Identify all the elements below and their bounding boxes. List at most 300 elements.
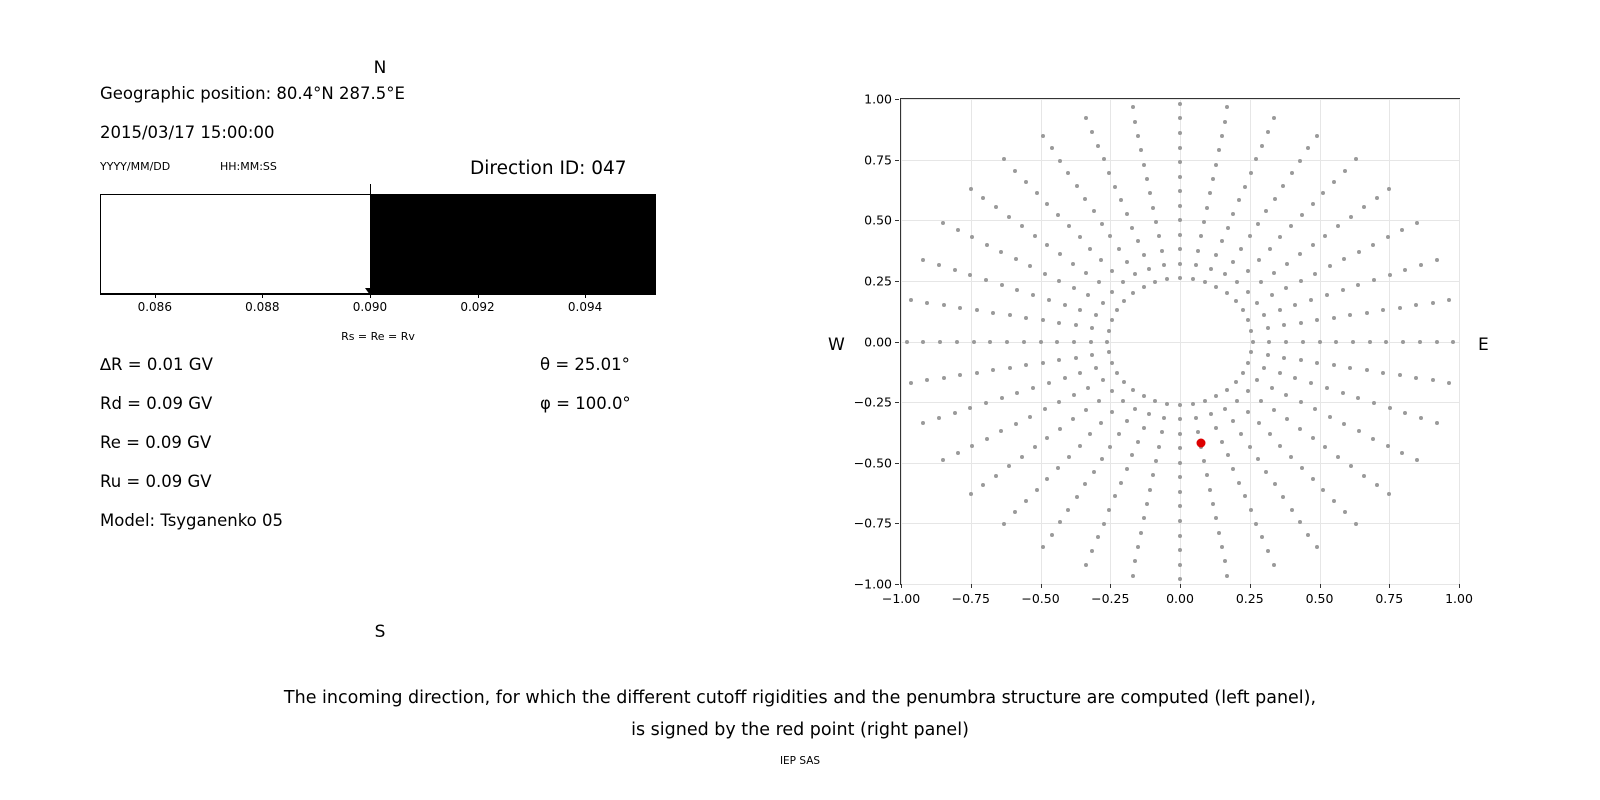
direction-point	[941, 221, 945, 225]
direction-point	[1248, 234, 1252, 238]
caption-line-1: The incoming direction, for which the different cutoff rigidities and the penumbra structure are computed (left panel),	[283, 688, 1317, 708]
direction-point	[1336, 455, 1340, 459]
direction-point	[1122, 380, 1126, 384]
rs-marker-line	[370, 184, 371, 294]
direction-point	[969, 187, 973, 191]
direction-point	[1362, 205, 1366, 209]
direction-point	[1050, 146, 1054, 150]
direction-point	[1209, 267, 1213, 271]
direction-point	[1055, 340, 1059, 344]
direction-point	[1281, 184, 1285, 188]
x-tickmark	[1110, 584, 1111, 588]
direction-point	[1078, 308, 1082, 312]
direction-point	[1336, 224, 1340, 228]
direction-point	[1145, 177, 1149, 181]
direction-point	[1211, 177, 1215, 181]
direction-point	[1284, 286, 1288, 290]
direction-point	[1178, 175, 1182, 179]
direction-point	[1299, 358, 1303, 362]
direction-point	[1075, 495, 1079, 499]
direction-point	[1133, 120, 1137, 124]
direction-point	[1255, 301, 1259, 305]
direction-point	[1235, 280, 1239, 284]
direction-point	[1094, 366, 1098, 370]
direction-point	[1014, 257, 1018, 261]
direction-point	[1231, 212, 1235, 216]
direction-point	[968, 406, 972, 410]
direction-point	[1084, 116, 1088, 120]
direction-point	[1013, 510, 1017, 514]
direction-point	[1368, 340, 1372, 344]
x-tickmark	[971, 584, 972, 588]
direction-point	[1246, 269, 1250, 273]
direction-point	[1311, 202, 1315, 206]
direction-point	[1414, 303, 1418, 307]
direction-point	[1178, 146, 1182, 150]
direction-point	[1002, 157, 1006, 161]
direction-point	[985, 243, 989, 247]
direction-point	[1024, 363, 1028, 367]
direction-point	[1246, 318, 1250, 322]
direction-point	[970, 235, 974, 239]
direction-point	[1254, 157, 1258, 161]
direction-point	[1400, 451, 1404, 455]
direction-point	[1387, 187, 1391, 191]
direction-point	[1148, 191, 1152, 195]
date-format-label: YYYY/MM/DD	[100, 160, 171, 173]
direction-point	[1301, 340, 1305, 344]
direction-point	[1435, 340, 1439, 344]
x-axis-tick-label: 0.00	[1166, 591, 1194, 606]
direction-point	[981, 483, 985, 487]
x-tickmark	[1320, 584, 1321, 588]
direction-point	[1418, 340, 1422, 344]
direction-point	[1315, 361, 1319, 365]
direction-point	[1153, 399, 1157, 403]
direction-point	[1142, 253, 1146, 257]
direction-point	[1100, 457, 1104, 461]
direction-point	[905, 340, 909, 344]
direction-point	[1147, 412, 1151, 416]
direction-point	[1214, 516, 1218, 520]
direction-point	[1387, 492, 1391, 496]
direction-point	[1178, 461, 1182, 465]
direction-point	[1107, 329, 1111, 333]
direction-point	[1278, 308, 1282, 312]
direction-point	[1088, 247, 1092, 251]
time-format-label: HH:MM:SS	[220, 160, 277, 173]
penumbra-segment-forbidden	[370, 195, 655, 293]
direction-point	[1257, 421, 1261, 425]
direction-point	[1262, 366, 1266, 370]
direction-point	[1007, 215, 1011, 219]
direction-point	[994, 474, 998, 478]
direction-point	[925, 301, 929, 305]
direction-point	[972, 340, 976, 344]
direction-point	[1243, 185, 1247, 189]
direction-point	[1246, 361, 1250, 365]
direction-point	[1178, 233, 1182, 237]
direction-point	[1084, 563, 1088, 567]
direction-point	[1332, 363, 1336, 367]
direction-point	[1057, 279, 1061, 283]
direction-point	[921, 340, 925, 344]
direction-point	[1196, 249, 1200, 253]
direction-point	[956, 451, 960, 455]
direction-point	[1401, 340, 1405, 344]
penumbra-tick-label: 0.088	[245, 300, 280, 314]
direction-point	[1403, 268, 1407, 272]
direction-point	[1136, 134, 1140, 138]
penumbra-tick-label: 0.090	[352, 300, 388, 314]
direction-point	[1205, 473, 1209, 477]
direction-point	[1248, 445, 1252, 449]
direction-point	[1318, 340, 1322, 344]
y-tickmark	[895, 523, 899, 524]
direction-point	[1072, 340, 1076, 344]
direction-point	[1110, 361, 1114, 365]
direction-point	[1067, 224, 1071, 228]
x-axis-tick-label: −1.00	[881, 591, 921, 606]
direction-point	[1386, 444, 1390, 448]
direction-point	[1092, 209, 1096, 213]
direction-point	[1178, 534, 1182, 538]
direction-point	[1020, 224, 1024, 228]
direction-point	[1160, 249, 1164, 253]
direction-point	[1256, 222, 1260, 226]
direction-point	[1056, 466, 1060, 470]
direction-point	[1203, 280, 1207, 284]
gridline-horizontal	[901, 523, 1459, 524]
direction-point	[1153, 280, 1157, 284]
direction-point	[1142, 163, 1146, 167]
direction-point	[1058, 159, 1062, 163]
direction-point	[1282, 323, 1286, 327]
direction-point	[1151, 473, 1155, 477]
direction-point	[1251, 340, 1255, 344]
direction-point	[1214, 163, 1218, 167]
direction-point	[1220, 239, 1224, 243]
y-axis-tick-label: −0.75	[853, 515, 892, 531]
x-axis-tick-label: 0.75	[1375, 591, 1404, 606]
direction-point	[1041, 134, 1045, 138]
direction-point	[1270, 293, 1274, 297]
direction-point	[1241, 371, 1245, 375]
direction-point	[1125, 260, 1129, 264]
direction-point	[1131, 105, 1135, 109]
direction-point	[1298, 252, 1302, 256]
direction-point	[1403, 411, 1407, 415]
direction-point	[1014, 422, 1018, 426]
direction-point	[1435, 421, 1439, 425]
direction-point	[1249, 508, 1253, 512]
direction-point	[1133, 407, 1137, 411]
direction-point	[1178, 577, 1182, 581]
direction-point	[1234, 380, 1238, 384]
direction-point	[956, 228, 960, 232]
direction-point	[1225, 291, 1229, 295]
direction-point	[1202, 459, 1206, 463]
direction-point	[1257, 258, 1261, 262]
direction-point	[1199, 234, 1203, 238]
direction-point	[1119, 481, 1123, 485]
direction-point	[1365, 368, 1369, 372]
direction-point	[1332, 499, 1336, 503]
direction-point	[1045, 243, 1049, 247]
direction-point	[1299, 400, 1303, 404]
direction-point	[1272, 116, 1276, 120]
direction-point	[1078, 371, 1082, 375]
direction-point	[1214, 394, 1218, 398]
direction-point	[1202, 220, 1206, 224]
direction-point	[1268, 432, 1272, 436]
direction-point	[1139, 531, 1143, 535]
direction-point	[1266, 549, 1270, 553]
direction-point	[1066, 171, 1070, 175]
direction-point	[1357, 250, 1361, 254]
direction-point	[1451, 340, 1455, 344]
direction-point	[1293, 303, 1297, 307]
direction-point	[1243, 494, 1247, 498]
gridline-horizontal	[901, 342, 1459, 343]
direction-point	[1225, 574, 1229, 578]
direction-point	[1431, 378, 1435, 382]
direction-point	[1072, 286, 1076, 290]
direction-point	[1447, 381, 1451, 385]
direction-point	[1260, 144, 1264, 148]
direction-point	[1178, 490, 1182, 494]
direction-point	[1151, 206, 1155, 210]
direction-point	[1194, 263, 1198, 267]
direction-point	[1178, 504, 1182, 508]
direction-point	[1110, 410, 1114, 414]
sky-map-plot	[900, 98, 1460, 585]
direction-point	[1209, 412, 1213, 416]
direction-point	[1191, 277, 1195, 281]
direction-point	[1267, 340, 1271, 344]
direction-point	[1083, 197, 1087, 201]
direction-point	[991, 311, 995, 315]
direction-point	[1043, 407, 1047, 411]
direction-point	[1058, 520, 1062, 524]
direction-point	[1196, 430, 1200, 434]
direction-point	[1309, 381, 1313, 385]
direction-point	[1315, 134, 1319, 138]
direction-point	[1348, 313, 1352, 317]
direction-point	[1067, 455, 1071, 459]
direction-point	[1178, 446, 1182, 450]
direction-point	[1300, 213, 1304, 217]
direction-point	[984, 278, 988, 282]
x-tickmark	[1180, 584, 1181, 588]
direction-point	[1220, 545, 1224, 549]
direction-point	[1110, 269, 1114, 273]
direction-point	[1086, 386, 1090, 390]
direction-point	[1211, 502, 1215, 506]
direction-point	[1435, 258, 1439, 262]
direction-point	[1008, 313, 1012, 317]
direction-point	[1157, 234, 1161, 238]
direction-point	[1321, 191, 1325, 195]
direction-point	[1078, 235, 1082, 239]
direction-point	[1415, 458, 1419, 462]
direction-point	[1084, 408, 1088, 412]
direction-point	[1090, 130, 1094, 134]
direction-point	[1131, 291, 1135, 295]
direction-point	[1325, 293, 1329, 297]
ru-value: Ru = 0.09 GV	[100, 472, 212, 491]
direction-point	[1119, 198, 1123, 202]
direction-point	[1343, 510, 1347, 514]
direction-point	[1328, 264, 1332, 268]
direction-point	[1115, 371, 1119, 375]
x-axis-tick-label: 0.50	[1305, 591, 1334, 606]
direction-point	[1349, 215, 1353, 219]
rs-marker-arrow	[365, 288, 375, 295]
direction-point	[1334, 340, 1338, 344]
direction-point	[1148, 488, 1152, 492]
compass-west-label: W	[828, 335, 845, 355]
rd-value: Rd = 0.09 GV	[100, 394, 213, 413]
direction-point	[1223, 407, 1227, 411]
direction-point	[1208, 488, 1212, 492]
direction-point	[1246, 410, 1250, 414]
direction-point	[1447, 298, 1451, 302]
direction-point	[1246, 290, 1250, 294]
direction-point	[1047, 381, 1051, 385]
direction-point	[1131, 388, 1135, 392]
direction-point	[1191, 402, 1195, 406]
y-tickmark	[895, 281, 899, 282]
direction-point	[1136, 440, 1140, 444]
x-axis-tick-label: 0.25	[1235, 591, 1264, 606]
y-tickmark	[895, 342, 899, 343]
direction-point	[1107, 171, 1111, 175]
direction-point	[1033, 445, 1037, 449]
direction-point	[1178, 189, 1182, 193]
direction-point	[1223, 559, 1227, 563]
direction-point	[1341, 288, 1345, 292]
y-axis-tick-label: −0.25	[853, 394, 892, 410]
direction-point	[1348, 366, 1352, 370]
direction-point	[1130, 226, 1134, 230]
direction-point	[1349, 464, 1353, 468]
x-tickmark	[1041, 584, 1042, 588]
direction-point	[1223, 272, 1227, 276]
direction-point	[1293, 376, 1297, 380]
direction-point	[1354, 157, 1358, 161]
direction-point	[1063, 376, 1067, 380]
direction-point	[1237, 198, 1241, 202]
direction-point	[1130, 453, 1134, 457]
direction-point	[1246, 389, 1250, 393]
direction-point	[1372, 401, 1376, 405]
direction-point	[1323, 445, 1327, 449]
x-axis-tick-label: −0.75	[951, 591, 990, 606]
direction-point	[1110, 290, 1114, 294]
direction-point	[981, 196, 985, 200]
direction-point	[1231, 260, 1235, 264]
direction-point	[1289, 455, 1293, 459]
direction-point	[1281, 495, 1285, 499]
direction-point	[1108, 445, 1112, 449]
direction-point	[1066, 508, 1070, 512]
direction-point	[1223, 120, 1227, 124]
direction-point	[1220, 440, 1224, 444]
direction-point	[1343, 169, 1347, 173]
compass-south-label: S	[374, 622, 386, 642]
direction-point	[1110, 318, 1114, 322]
direction-point	[1125, 419, 1129, 423]
direction-point	[1145, 502, 1149, 506]
direction-point	[1273, 482, 1277, 486]
direction-point	[1254, 522, 1258, 526]
direction-point	[1178, 519, 1182, 523]
direction-point	[1266, 326, 1270, 330]
y-axis-tick-label: 0.50	[864, 212, 892, 228]
direction-point	[1160, 430, 1164, 434]
direction-point	[1262, 313, 1266, 317]
direction-point	[1162, 263, 1166, 267]
direction-point	[1239, 247, 1243, 251]
y-axis-tick-label: 0.00	[864, 334, 892, 349]
direction-point	[1045, 202, 1049, 206]
direction-point	[975, 371, 979, 375]
figure-caption	[0, 682, 1600, 746]
direction-point	[1285, 262, 1289, 266]
direction-point	[1298, 427, 1302, 431]
direction-point	[1136, 545, 1140, 549]
direction-point	[1092, 470, 1096, 474]
direction-point	[1386, 235, 1390, 239]
direction-point	[999, 250, 1003, 254]
direction-point	[1142, 394, 1146, 398]
direction-point	[1178, 548, 1182, 552]
direction-point	[1306, 146, 1310, 150]
direction-point	[1047, 298, 1051, 302]
direction-point	[1266, 130, 1270, 134]
direction-point	[953, 268, 957, 272]
direction-point	[1007, 464, 1011, 468]
gridline-vertical	[1459, 99, 1460, 584]
direction-point	[1039, 340, 1043, 344]
rs-axis-label: Rs = Re = Rv	[341, 330, 415, 343]
penumbra-tick-label: 0.086	[137, 300, 172, 314]
direction-point	[1237, 481, 1241, 485]
direction-point	[1078, 444, 1082, 448]
re-value: Re = 0.09 GV	[100, 433, 212, 452]
direction-point	[1300, 466, 1304, 470]
y-tickmark	[895, 160, 899, 161]
direction-point	[1028, 264, 1032, 268]
direction-point	[1249, 350, 1253, 354]
direction-point	[1260, 535, 1264, 539]
direction-point	[1133, 559, 1137, 563]
direction-point	[1115, 308, 1119, 312]
penumbra-bar	[100, 194, 656, 294]
direction-point	[1088, 432, 1092, 436]
direction-point	[1125, 467, 1129, 471]
direction-point	[1398, 306, 1402, 310]
direction-point	[953, 411, 957, 415]
direction-point	[1113, 185, 1117, 189]
direction-point	[1033, 234, 1037, 238]
direction-point	[1365, 311, 1369, 315]
direction-point	[1178, 218, 1182, 222]
direction-point	[1100, 222, 1104, 226]
direction-point	[938, 340, 942, 344]
direction-point	[1117, 247, 1121, 251]
